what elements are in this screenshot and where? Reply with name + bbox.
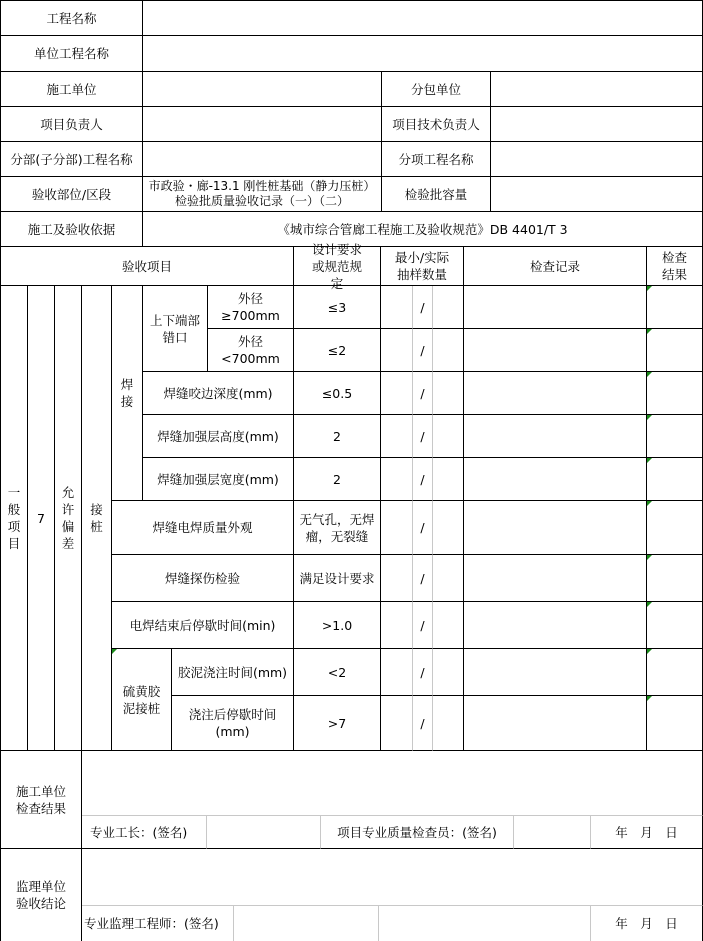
field-blank[interactable] bbox=[379, 906, 591, 941]
sample-actual[interactable] bbox=[433, 696, 464, 751]
sample-divider: / bbox=[413, 286, 433, 329]
record-field[interactable] bbox=[464, 329, 647, 372]
row-spec: <2 bbox=[294, 649, 381, 696]
record-field[interactable] bbox=[464, 458, 647, 501]
field-item-name[interactable] bbox=[491, 142, 703, 177]
record-field[interactable] bbox=[464, 415, 647, 458]
record-field[interactable] bbox=[464, 602, 647, 649]
field-contractor-result[interactable] bbox=[82, 751, 703, 816]
sample-divider: / bbox=[413, 329, 433, 372]
row-spec: ≤3 bbox=[294, 286, 381, 329]
field-unit-project-name[interactable] bbox=[143, 36, 703, 72]
label-subcontract-unit: 分包单位 bbox=[382, 72, 491, 107]
label-foreman: 专业工长：(签名) bbox=[82, 816, 207, 849]
sample-divider: / bbox=[413, 372, 433, 415]
group-welding: 焊接 bbox=[112, 286, 143, 501]
label-basis: 施工及验收依据 bbox=[1, 212, 143, 247]
row-spec: 无气孔，无焊瘤，无裂缝 bbox=[294, 501, 381, 555]
row-item: 胶泥浇注时间(mm) bbox=[172, 649, 294, 696]
row-spec: 2 bbox=[294, 458, 381, 501]
field-batch-capacity[interactable] bbox=[491, 177, 703, 212]
record-field[interactable] bbox=[464, 501, 647, 555]
col-sample: 最小/实际抽样数量 bbox=[381, 247, 464, 286]
sample-divider: / bbox=[413, 649, 433, 696]
sample-divider: / bbox=[413, 501, 433, 555]
row-spec: 2 bbox=[294, 415, 381, 458]
record-field[interactable] bbox=[464, 649, 647, 696]
cell-marker bbox=[647, 329, 652, 334]
group-pile-joint: 接桩 bbox=[82, 286, 112, 751]
cell-marker bbox=[112, 649, 117, 654]
sample-actual[interactable] bbox=[433, 286, 464, 329]
row-spec: 满足设计要求 bbox=[294, 555, 381, 602]
sample-min[interactable] bbox=[381, 415, 413, 458]
sample-divider: / bbox=[413, 696, 433, 751]
record-title: 市政验・廊-13.1 刚性桩基础（静力压桩）检验批质量验收记录（一）（二） bbox=[143, 177, 382, 212]
label-construction-unit: 施工单位 bbox=[1, 72, 143, 107]
sample-actual[interactable] bbox=[433, 372, 464, 415]
field-project-leader[interactable] bbox=[143, 107, 382, 142]
result-field[interactable] bbox=[647, 329, 703, 372]
label-batch-capacity: 检验批容量 bbox=[382, 177, 491, 212]
label-engineer: 专业监理工程师：(签名) bbox=[82, 906, 234, 941]
sample-divider: / bbox=[413, 602, 433, 649]
cell-marker bbox=[647, 372, 652, 377]
sample-min[interactable] bbox=[381, 286, 413, 329]
sample-min[interactable] bbox=[381, 458, 413, 501]
label-division-name: 分部(子分部)工程名称 bbox=[1, 142, 143, 177]
row-spec: ≤2 bbox=[294, 329, 381, 372]
label-item-name: 分项工程名称 bbox=[382, 142, 491, 177]
cell-marker bbox=[647, 555, 652, 560]
result-field[interactable] bbox=[647, 415, 703, 458]
basis-value: 《城市综合管廊工程施工及验收规范》DB 4401/T 3 bbox=[143, 212, 703, 247]
label-project-name: 工程名称 bbox=[1, 1, 143, 36]
group-no: 7 bbox=[28, 286, 55, 751]
record-field[interactable] bbox=[464, 555, 647, 602]
result-field[interactable] bbox=[647, 555, 703, 602]
supervisor-date[interactable]: 年 月 日 bbox=[591, 906, 703, 941]
field-construction-unit[interactable] bbox=[143, 72, 382, 107]
row-spec: >1.0 bbox=[294, 602, 381, 649]
label-unit-project-name: 单位工程名称 bbox=[1, 36, 143, 72]
sample-divider: / bbox=[413, 415, 433, 458]
group-tolerance: 允许偏差 bbox=[55, 286, 82, 751]
record-field[interactable] bbox=[464, 696, 647, 751]
sample-min[interactable] bbox=[381, 696, 413, 751]
sample-min[interactable] bbox=[381, 649, 413, 696]
group-end-offset: 上下端部错口 bbox=[143, 286, 208, 372]
sample-actual[interactable] bbox=[433, 602, 464, 649]
field-inspector-signature[interactable] bbox=[514, 816, 591, 849]
field-project-name[interactable] bbox=[143, 1, 703, 36]
field-supervisor-result[interactable] bbox=[82, 849, 703, 906]
label-location: 验收部位/区段 bbox=[1, 177, 143, 212]
row-spec: ≤0.5 bbox=[294, 372, 381, 415]
result-field[interactable] bbox=[647, 696, 703, 751]
col-result: 检查结果 bbox=[647, 247, 703, 286]
sample-actual[interactable] bbox=[433, 649, 464, 696]
field-engineer-signature[interactable] bbox=[234, 906, 379, 941]
label-supervisor-result: 监理单位验收结论 bbox=[1, 849, 82, 941]
sample-actual[interactable] bbox=[433, 458, 464, 501]
sample-actual[interactable] bbox=[433, 501, 464, 555]
row-item: 焊缝加强层宽度(mm) bbox=[143, 458, 294, 501]
col-item: 验收项目 bbox=[1, 247, 294, 286]
field-tech-leader[interactable] bbox=[491, 107, 703, 142]
row-item: 外径<700mm bbox=[208, 329, 294, 372]
label-tech-leader: 项目技术负责人 bbox=[382, 107, 491, 142]
sample-min[interactable] bbox=[381, 602, 413, 649]
row-spec: >7 bbox=[294, 696, 381, 751]
row-item: 焊缝探伤检验 bbox=[112, 555, 294, 602]
sample-actual[interactable] bbox=[433, 329, 464, 372]
sample-actual[interactable] bbox=[433, 415, 464, 458]
contractor-date[interactable]: 年 月 日 bbox=[591, 816, 703, 849]
sample-min[interactable] bbox=[381, 555, 413, 602]
group-sulfur: 硫黄胶泥接桩 bbox=[112, 649, 172, 751]
sample-min[interactable] bbox=[381, 501, 413, 555]
field-foreman-signature[interactable] bbox=[207, 816, 321, 849]
sample-divider: / bbox=[413, 458, 433, 501]
result-field[interactable] bbox=[647, 501, 703, 555]
result-field[interactable] bbox=[647, 458, 703, 501]
result-field[interactable] bbox=[647, 286, 703, 329]
label-inspector: 项目专业质量检查员：(签名) bbox=[321, 816, 514, 849]
row-item: 焊缝电焊质量外观 bbox=[112, 501, 294, 555]
cell-marker bbox=[647, 458, 652, 463]
result-field[interactable] bbox=[647, 602, 703, 649]
sample-divider: / bbox=[413, 555, 433, 602]
field-subcontract-unit[interactable] bbox=[491, 72, 703, 107]
col-spec: 设计要求或规范规定 bbox=[294, 247, 381, 286]
label-project-leader: 项目负责人 bbox=[1, 107, 143, 142]
group-general: 一般项目 bbox=[1, 286, 28, 751]
record-field[interactable] bbox=[464, 372, 647, 415]
cell-marker bbox=[647, 415, 652, 420]
row-item: 焊缝咬边深度(mm) bbox=[143, 372, 294, 415]
col-record: 检查记录 bbox=[464, 247, 647, 286]
label-contractor-result: 施工单位检查结果 bbox=[1, 751, 82, 849]
result-field[interactable] bbox=[647, 649, 703, 696]
cell-marker bbox=[647, 602, 652, 607]
row-item: 焊缝加强层高度(mm) bbox=[143, 415, 294, 458]
cell-marker bbox=[647, 649, 652, 654]
cell-marker bbox=[647, 696, 652, 701]
cell-marker bbox=[647, 286, 652, 291]
record-field[interactable] bbox=[464, 286, 647, 329]
row-item: 浇注后停歇时间(mm) bbox=[172, 696, 294, 751]
result-field[interactable] bbox=[647, 372, 703, 415]
sample-min[interactable] bbox=[381, 329, 413, 372]
row-item: 电焊结束后停歇时间(min) bbox=[112, 602, 294, 649]
field-division-name[interactable] bbox=[143, 142, 382, 177]
sample-actual[interactable] bbox=[433, 555, 464, 602]
cell-marker bbox=[647, 501, 652, 506]
row-item: 外径≥700mm bbox=[208, 286, 294, 329]
sample-min[interactable] bbox=[381, 372, 413, 415]
